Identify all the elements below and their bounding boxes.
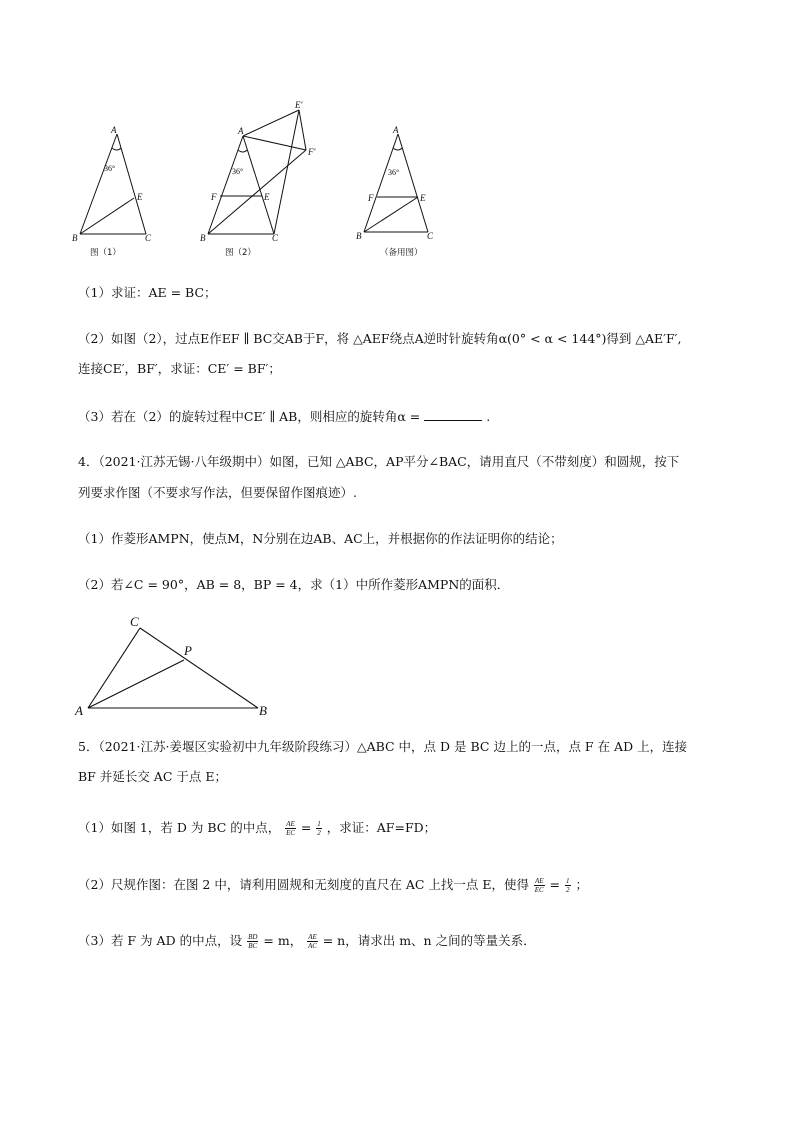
label-c: C [427,231,434,241]
label-e-prime: E' [295,100,303,110]
figure-2 [198,98,328,263]
q4-part1: （1）作菱形AMPN，使点M，N分别在边AB、AC上，并根据你的作法证明你的结论； [78,531,563,546]
label-f-prime: F' [308,147,316,157]
answer-blank[interactable] [424,408,482,421]
label-b: B [356,231,362,241]
q3-part1: （1）求证：AE = BC； [78,285,217,300]
seg-ab [80,134,117,234]
fraction-bd-bc: $\frac{BD}{BC}$ [248,933,258,950]
label-a: A [393,125,399,135]
seg-cb [140,628,258,708]
label-e: E [264,192,270,202]
figure-1 [66,122,166,262]
q3-part2-line2: 连接CE′，BF′，求证：CE′ = BF′； [78,361,281,376]
seg-ae-prime [243,110,299,136]
seg-af-prime [243,136,306,150]
figure-caption: 图（1） [90,248,121,258]
label-e: E [137,192,143,202]
seg-ac [398,134,428,232]
label-a: A [75,703,83,718]
seg-ab [364,134,398,232]
angle-label: 36° [232,167,244,176]
q3-part2-line1: （2）如图（2），过点E作EF ∥ BC交AB于F，将 △AEF绕点A逆时针旋转角α(0° < α < 144°)得到 △AE′F′, [78,331,682,346]
label-e: E [420,193,426,203]
q4-stem-line2: 列要求作图（不要求写作法，但要保留作图痕迹）. [78,485,357,500]
label-a: A [111,125,117,135]
seg-ce-prime [274,110,299,234]
figure-3-svg [350,122,450,262]
q5-part2: （2）尺规作图：在图 2 中，请利用圆规和无刻度的直尺在 AC 上找一点 E，使得 $\frac{AE}{EC}$ = $\frac{1}{2}$ ； [78,877,588,894]
q4-part2: （2）若∠C = 90°，AB = 8，BP = 4，求（1）中所作菱形AMPN的面积． [78,577,510,592]
seg-ac [243,136,274,234]
figure-caption: 图（2） [225,248,256,258]
fraction-half: $\frac{1}{2}$ [566,877,570,894]
angle-label: 36° [104,164,116,173]
q3-part3: （3）若在（2）的旋转过程中CE′ ∥ AB，则相应的旋转角α = . [78,409,491,424]
fraction-ae-ec: $\frac{AE}{EC}$ [534,877,544,894]
angle-label: 36° [388,168,400,177]
angle-arc [112,148,121,150]
seg-ap [88,660,184,708]
figure-q4-svg [70,612,280,720]
label-f: F [211,192,217,202]
label-b: B [200,233,206,243]
q5-part1: （1）如图 1，若 D 为 BC 的中点， $\frac{AE}{EC}$ = $\frac{1}{2}$ ，求证：AF=FD； [78,820,437,837]
label-f: F [368,193,374,203]
figure-caption: （备用图） [380,248,423,258]
figure-q4-triangle [70,612,280,720]
label-c: C [130,614,139,629]
q5-stem-line2: BF 并延长交 AC 于点 E； [78,769,227,784]
label-b: B [72,233,78,243]
figure-2-svg [198,98,328,263]
label-a: A [238,126,244,136]
seg-ac [88,628,140,708]
label-c: C [145,233,152,243]
seg-ac [117,134,146,234]
fraction-half: $\frac{1}{2}$ [317,820,321,837]
label-p: P [184,643,192,658]
angle-arc [393,148,402,150]
seg-be [80,198,134,234]
figure-3-spare [350,122,450,262]
label-b: B [259,703,267,718]
seg-e-prime-f-prime [299,110,306,150]
q4-stem-line1: 4．（2021·江苏无锡·八年级期中）如图，已知 △ABC，AP平分∠BAC，请用直尺（不带刻度）和圆规，按下 [78,454,680,469]
fraction-ae-ac: $\frac{AE}{AC}$ [307,933,317,950]
angle-arc [238,150,247,152]
q5-part3: （3）若 F 为 AD 的中点，设 $\frac{BD}{BC}$ = m， $\frac{AE}{AC}$ = n，请求出 m、n 之间的等量关系． [78,933,536,950]
fraction-ae-ec: $\frac{AE}{EC}$ [286,820,296,837]
figure-1-svg [66,122,166,262]
q5-stem-line1: 5．（2021·江苏·姜堰区实验初中九年级阶段练习）△ABC 中，点 D 是 BC 边上的一点，点 F 在 AD 上，连接 [78,739,688,754]
label-c: C [272,233,279,243]
